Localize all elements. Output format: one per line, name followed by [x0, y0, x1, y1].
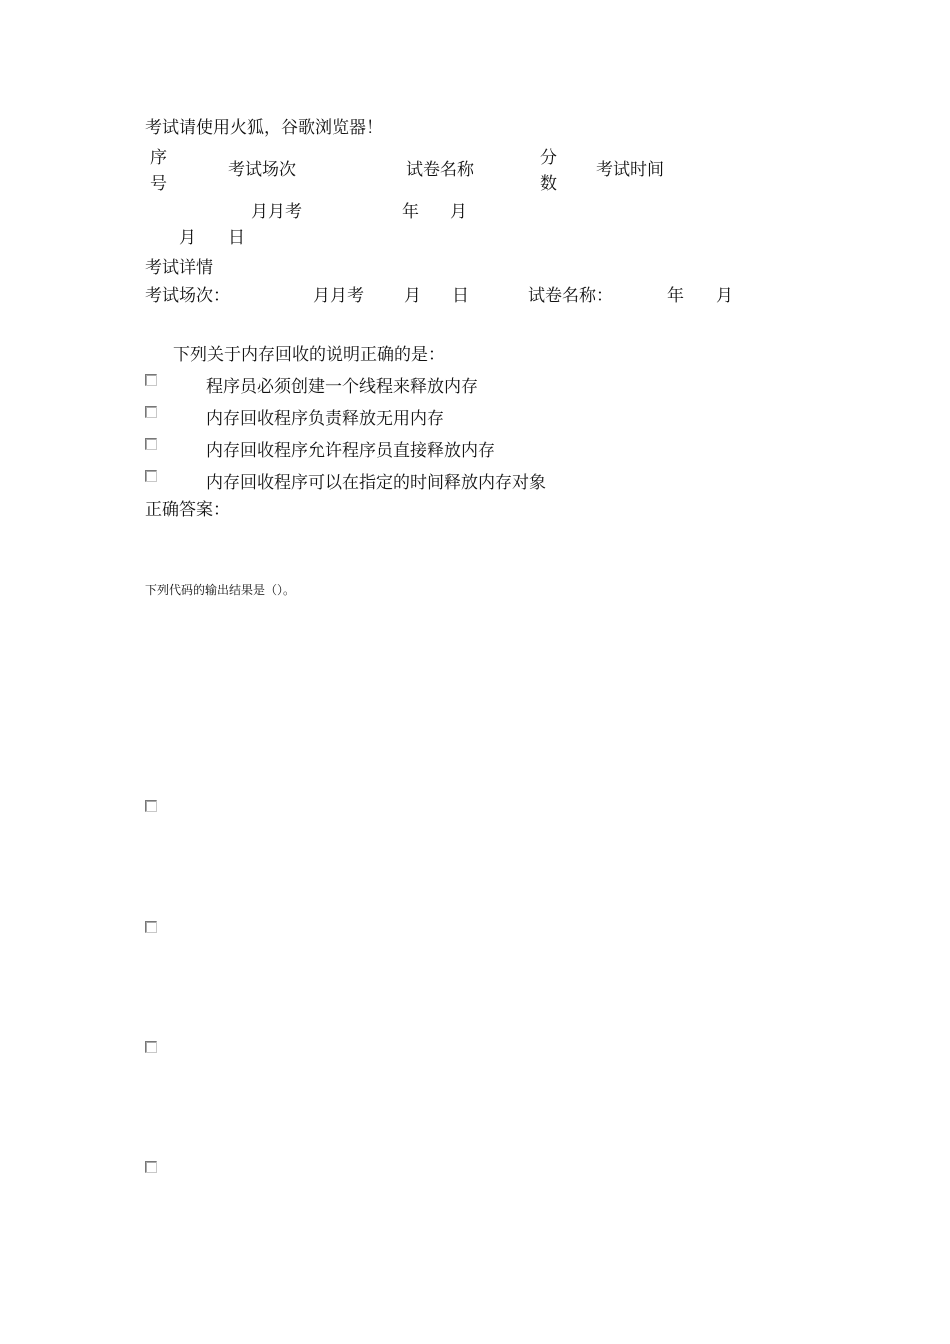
option-1-label: 程序员必须创建一个线程来释放内存 — [206, 377, 478, 397]
details-session-month: 月 — [404, 286, 421, 306]
details-paper-year: 年 — [667, 286, 684, 306]
header-exam-time: 考试时间 — [596, 160, 664, 180]
details-title: 考试详情 — [145, 258, 213, 278]
details-paper-month: 月 — [716, 286, 733, 306]
row-paper-year[interactable]: 年 — [402, 202, 419, 222]
header-index-line1: 序 — [150, 148, 167, 168]
q2-option-1-checkbox[interactable] — [145, 800, 157, 812]
q2-option-2-checkbox[interactable] — [145, 921, 157, 933]
option-4-label: 内存回收程序可以在指定的时间释放内存对象 — [206, 473, 546, 493]
details-session-value: 月月考 — [313, 286, 364, 306]
option-2-checkbox[interactable] — [145, 406, 157, 418]
option-4-checkbox[interactable] — [145, 470, 157, 482]
header-score-line1: 分 — [540, 148, 557, 168]
header-score-line2: 数 — [540, 174, 557, 194]
row-session[interactable]: 月月考 — [251, 202, 302, 222]
question-1-stem: 下列关于内存回收的说明正确的是： — [173, 345, 445, 365]
option-3-checkbox[interactable] — [145, 438, 157, 450]
header-index-line2: 号 — [150, 174, 167, 194]
option-1-checkbox[interactable] — [145, 374, 157, 386]
row-date-day: 日 — [228, 228, 245, 248]
q2-option-3-checkbox[interactable] — [145, 1041, 157, 1053]
header-paper-name: 试卷名称 — [406, 160, 474, 180]
details-session-day: 日 — [452, 286, 469, 306]
row-date-month: 月 — [179, 228, 196, 248]
option-2-label: 内存回收程序负责释放无用内存 — [206, 409, 444, 429]
option-3-label: 内存回收程序允许程序员直接释放内存 — [206, 441, 495, 461]
q2-option-4-checkbox[interactable] — [145, 1161, 157, 1173]
answer-label: 正确答案： — [145, 500, 230, 520]
details-session-label: 考试场次： — [145, 286, 230, 306]
row-paper-month[interactable]: 月 — [450, 202, 467, 222]
question-2-stem: 下列代码的输出结果是（）。 — [145, 583, 296, 597]
details-paper-label: 试卷名称： — [528, 286, 613, 306]
header-session: 考试场次 — [228, 160, 296, 180]
browser-notice: 考试请使用火狐，谷歌浏览器！ — [145, 118, 383, 138]
